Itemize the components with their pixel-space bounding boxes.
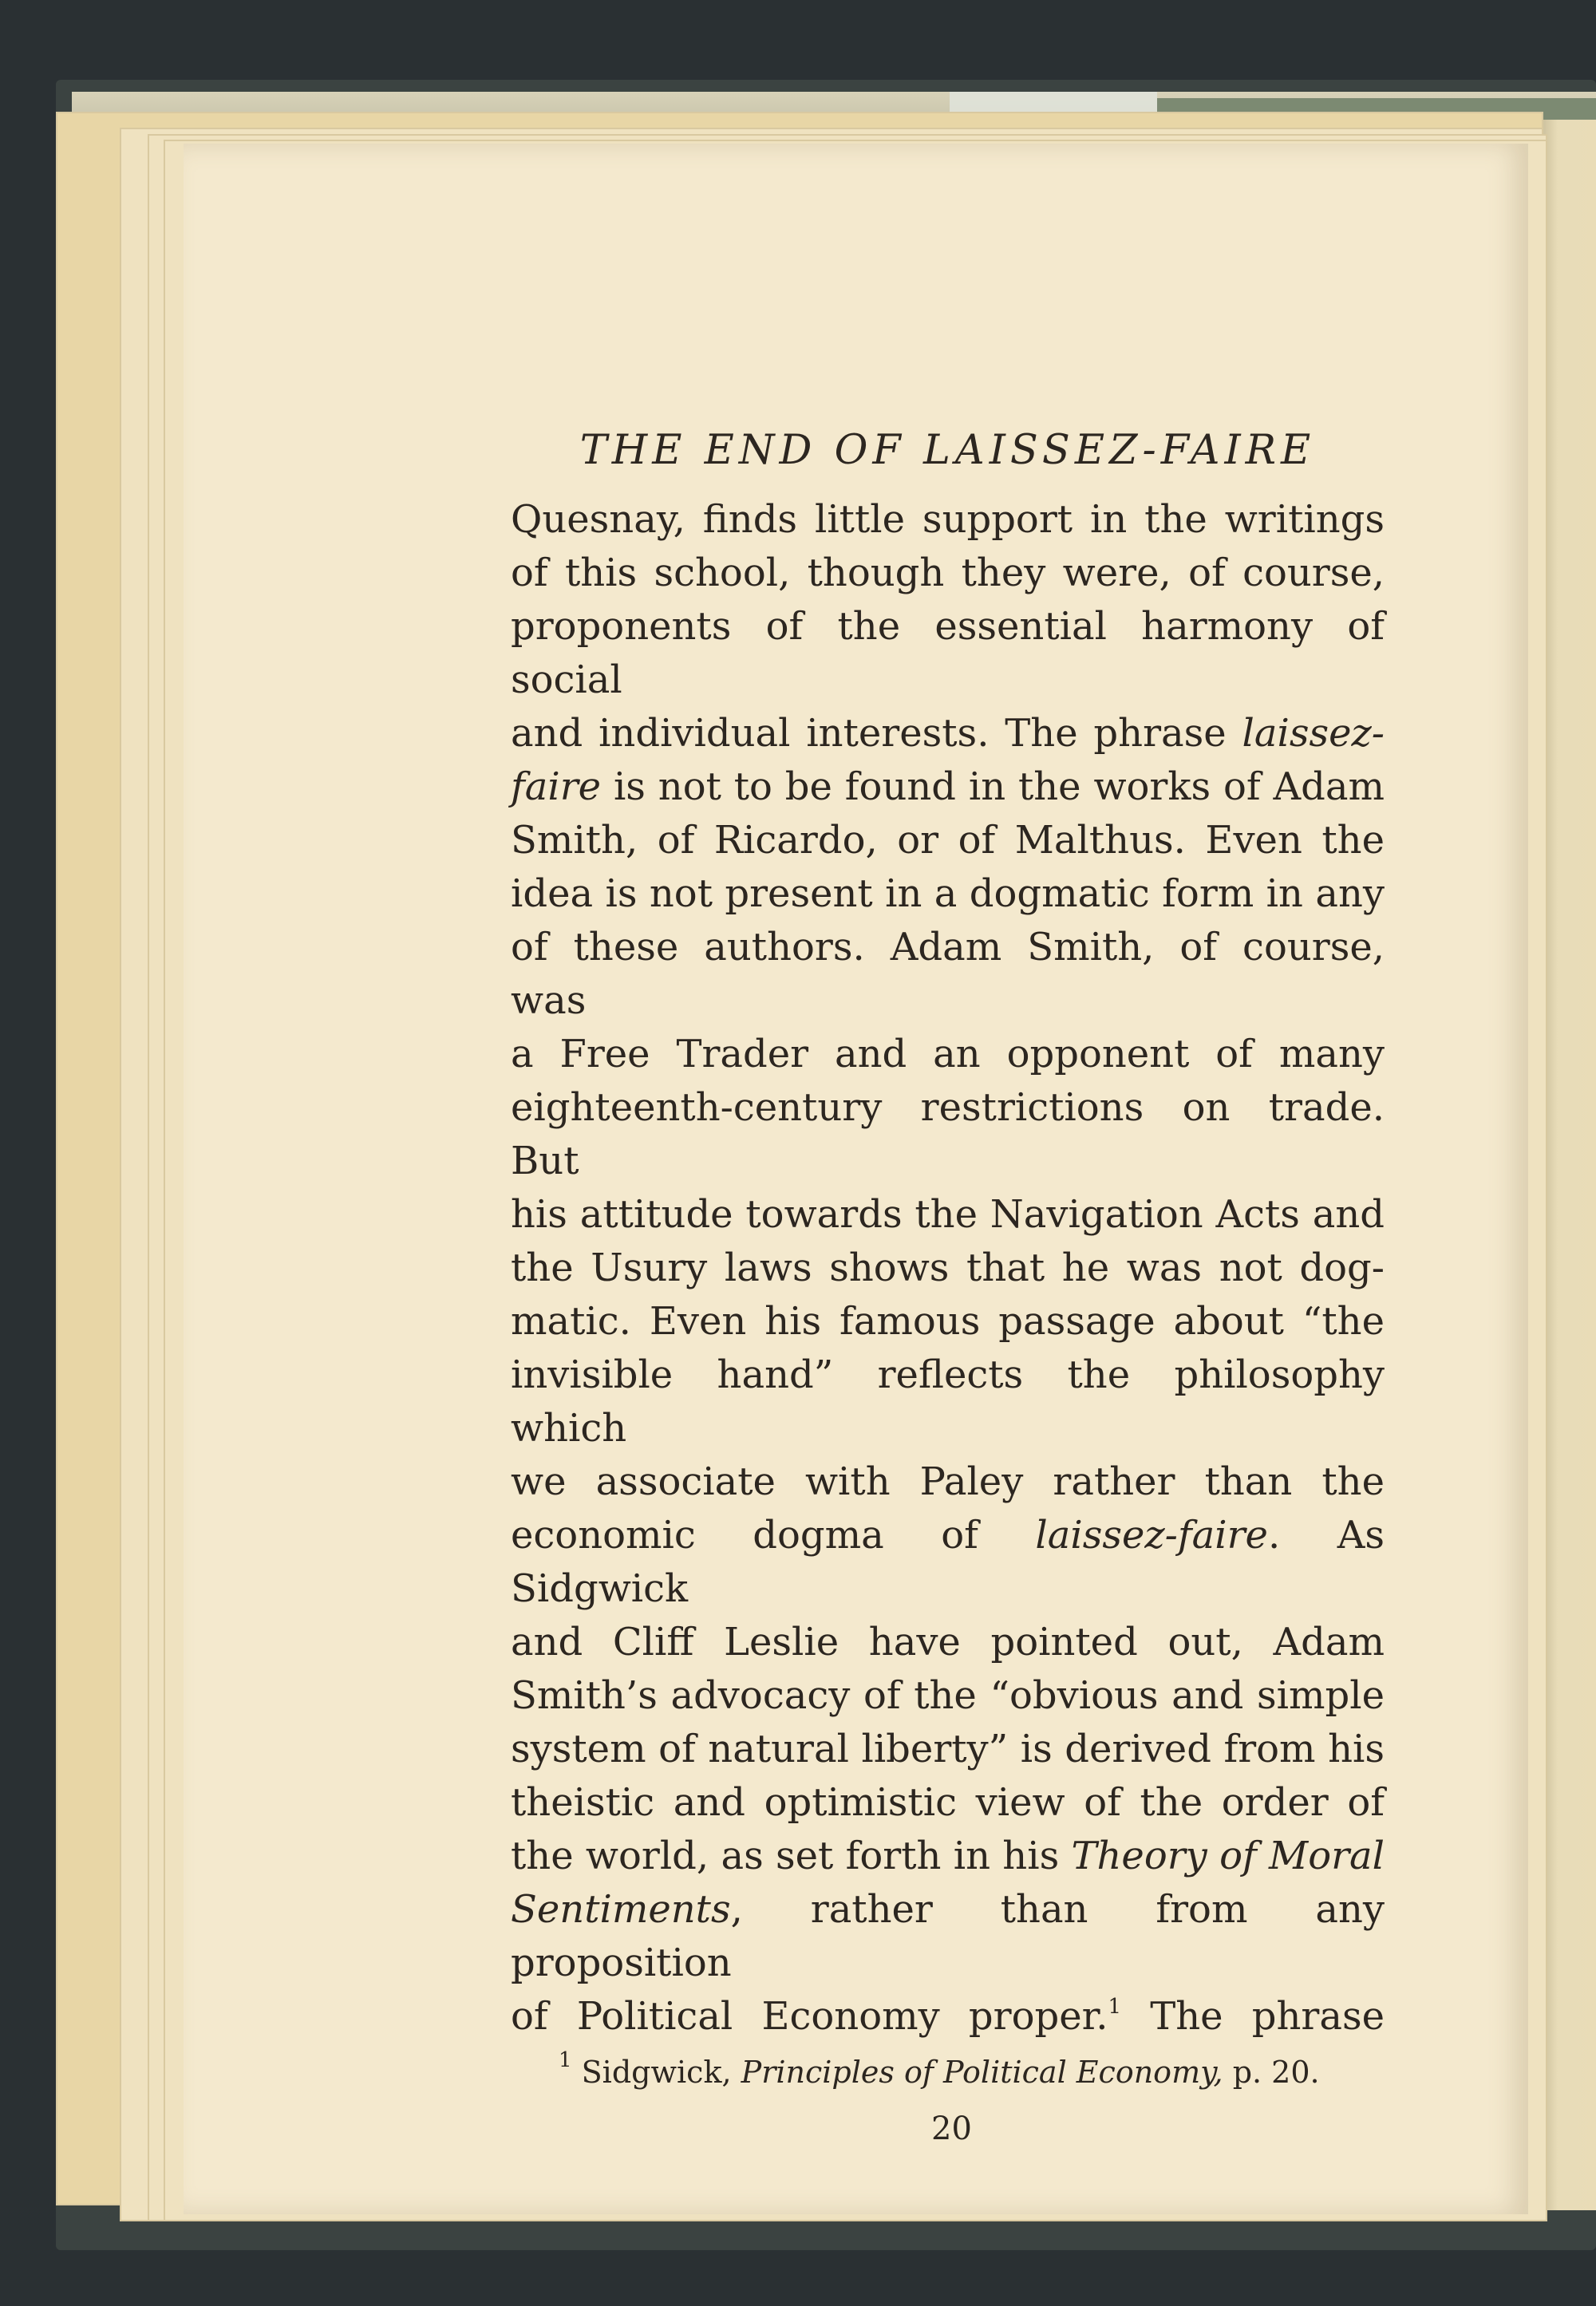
text-line: Smith’s advocacy of the “obvious and simple: [511, 1673, 1385, 1718]
text-line: faire is not to be found in the works of Adam: [511, 764, 1385, 809]
text-line: we associate with Paley rather than the: [511, 1459, 1385, 1504]
text-line: of Political Economy proper.$^1$ The phrase: [511, 1994, 1385, 2039]
text-line: Sentiments, rather than from any proposition: [511, 1887, 1385, 1985]
text-line: Quesnay, finds little support in the writings: [511, 497, 1385, 542]
text-line: idea is not present in a dogmatic form in any: [511, 871, 1385, 916]
text-line: of these authors. Adam Smith, of course, was: [511, 925, 1385, 1023]
footnote-page: p. 20.: [1232, 2055, 1320, 2090]
text-line: invisible hand” reflects the philosophy which: [511, 1352, 1385, 1451]
footnote-marker: 1: [559, 2048, 572, 2072]
text-line: and Cliff Leslie have pointed out, Adam: [511, 1620, 1385, 1664]
footnote: [511, 2048, 1385, 2096]
text-line: of this school, though they were, of course,: [511, 551, 1385, 595]
footnote-title: Principles of Political Economy,: [741, 2055, 1223, 2090]
footnote-author: Sidgwick,: [581, 2055, 732, 2090]
text-line: proponents of the essential harmony of social: [511, 604, 1385, 702]
text-line: the world, as set forth in his Theory of Moral: [511, 1834, 1385, 1878]
text-line: theistic and optimistic view of the order of: [511, 1780, 1385, 1825]
text-line: system of natural liberty” is derived from his: [511, 1727, 1385, 1771]
text-line: eighteenth-century restrictions on trade. But: [511, 1085, 1385, 1183]
text-line: matic. Even his famous passage about “the: [511, 1299, 1385, 1344]
text-line: Smith, of Ricardo, or of Malthus. Even the: [511, 818, 1385, 863]
text-line: the Usury laws shows that he was not dog-: [511, 1246, 1385, 1290]
page-text-block: [511, 415, 1385, 2157]
page-number: 20: [931, 2111, 972, 2147]
body-text: [511, 493, 1385, 2043]
text-line: a Free Trader and an opponent of many: [511, 1032, 1385, 1076]
text-line: his attitude towards the Navigation Acts and: [511, 1192, 1385, 1237]
text-line: and individual interests. The phrase laissez-: [511, 711, 1385, 756]
running-head: THE END OF LAISSEZ-FAIRE: [579, 427, 1316, 474]
text-line: economic dogma of laissez-faire. As Sidgwick: [511, 1513, 1385, 1611]
